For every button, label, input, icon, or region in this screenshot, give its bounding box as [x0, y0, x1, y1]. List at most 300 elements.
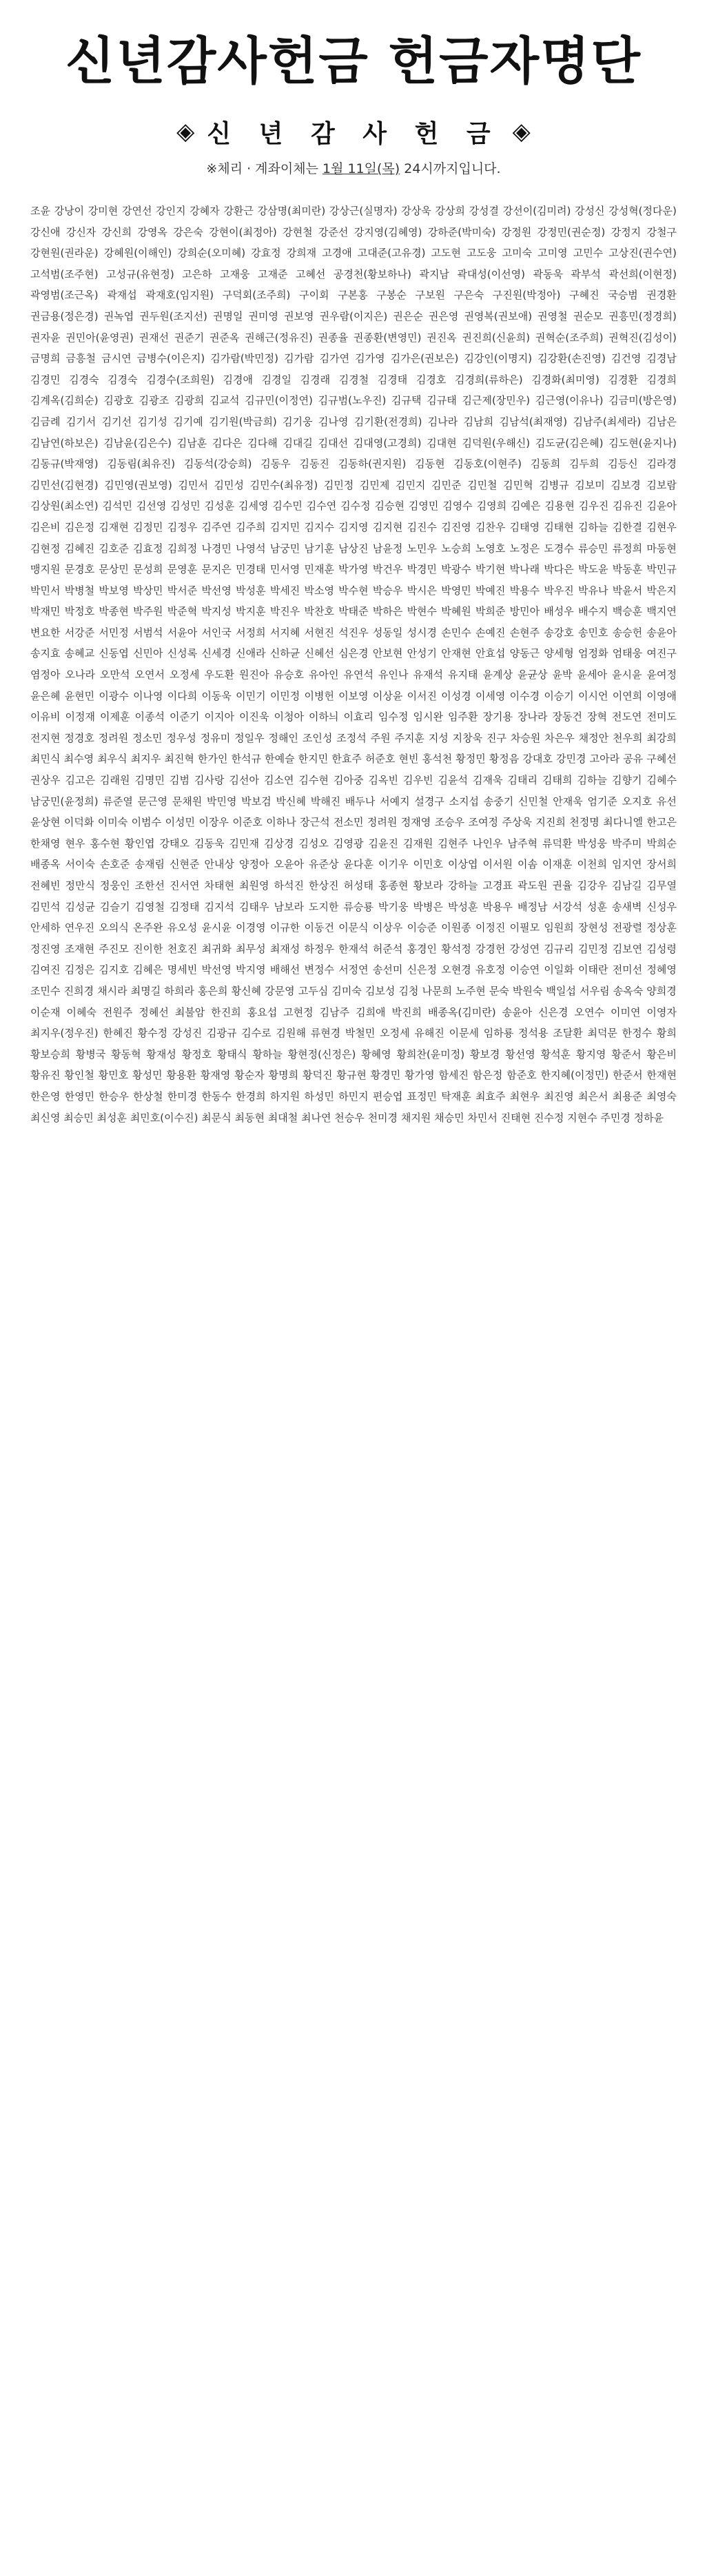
donor-name: 한가인: [197, 753, 228, 766]
donor-name: 주지훈: [394, 731, 424, 744]
donor-name: 한상진: [309, 879, 339, 892]
donor-name: 김근영(이유나): [535, 394, 604, 407]
donor-name: 정석용: [518, 1027, 549, 1040]
donor-name: 김유진: [613, 500, 643, 513]
donor-name: 한지혜(이정민): [540, 1069, 609, 1082]
donor-name: 김광희: [174, 394, 205, 407]
donor-name: 박동훈: [612, 563, 643, 576]
donor-name: 홍종현: [378, 879, 409, 892]
donor-name: 이유비: [30, 711, 61, 724]
donor-name: 이영애: [646, 689, 677, 702]
donor-name: 이규한: [269, 921, 300, 934]
donor-name: 김영광: [334, 837, 364, 850]
diamond-left-icon: ◈: [176, 118, 195, 145]
donor-name: 박진희: [391, 1005, 422, 1019]
donor-name: 박영민: [441, 584, 471, 597]
donor-name: 김영수: [442, 500, 473, 513]
donor-name: 박신혜: [276, 795, 306, 808]
donor-name: 황석정: [441, 942, 471, 955]
donor-name: 류덕환: [542, 837, 573, 850]
donor-name: 곽지남: [419, 267, 449, 280]
donor-name: 진태현: [500, 1111, 531, 1124]
donor-name: 편승엽: [372, 1090, 403, 1103]
donor-name: 박예진: [475, 584, 506, 597]
donor-name: 김등신: [608, 458, 638, 471]
donor-name: 김금례: [30, 415, 61, 428]
donor-name: 김슬기: [100, 900, 130, 913]
donor-name: 김규리: [544, 942, 574, 955]
donor-name: 권진희(신윤희): [462, 331, 531, 344]
donor-name: 구본홍: [338, 289, 368, 302]
donor-name: 남상진: [338, 542, 369, 555]
donor-name: 금시연: [101, 352, 132, 365]
donor-name: 엄기준: [587, 795, 617, 808]
donor-name: 강철구: [646, 225, 677, 238]
donor-name: 권종환(변영민): [353, 331, 422, 344]
donor-name: 곽영범(조근옥): [30, 289, 99, 302]
donor-name: 김기원(박금희): [209, 415, 277, 428]
donor-name: 유해진: [414, 1027, 444, 1040]
donor-name: 김남윤(김은수): [103, 436, 172, 449]
donor-name: 김지호: [99, 963, 129, 977]
donor-name: 권은영: [428, 309, 459, 323]
donor-name: 이원종: [441, 921, 471, 934]
donor-name: 김병규: [539, 478, 569, 491]
donor-name: 석진우: [338, 626, 369, 639]
donor-name: 채시라: [97, 984, 127, 997]
donor-name: 류승룡: [343, 900, 373, 913]
donor-name: 김경태: [377, 373, 408, 386]
donor-name: 권녹엽: [103, 309, 134, 323]
donor-name: 박나래: [509, 563, 540, 576]
donor-name: 김다은: [212, 436, 243, 449]
donor-name: 지성: [428, 731, 449, 744]
donor-name: 홍요섭: [247, 1005, 278, 1019]
donor-name: 오정세: [170, 668, 200, 682]
donor-name: 전혜빈: [30, 879, 61, 892]
donor-name: 김광호: [103, 394, 134, 407]
donor-name: 이민정: [269, 689, 300, 702]
donor-name: 장근석: [300, 816, 330, 829]
donor-name: 김옥빈: [368, 774, 398, 787]
donor-name: 안보현: [372, 647, 403, 660]
donor-name: 송승헌: [612, 626, 643, 639]
donor-name: 이일화: [544, 963, 574, 977]
donor-name: 황정민: [455, 753, 486, 766]
donor-name: 민서영: [269, 563, 300, 576]
donor-name: 황성민: [132, 1069, 163, 1082]
donor-name: 고아라: [589, 753, 620, 766]
donor-name: 이재훈: [542, 858, 573, 871]
donor-name: 최수영: [63, 753, 94, 766]
donor-name: 한혜진: [103, 1027, 133, 1040]
donor-name: 김은비: [30, 520, 61, 533]
donor-name: 박도윤: [578, 563, 608, 576]
donor-name: 송윤아: [502, 1005, 533, 1019]
donor-name: 오연수: [574, 1005, 604, 1019]
donor-name: 고도현: [431, 247, 461, 260]
donor-name: 유호정: [475, 963, 506, 977]
donor-name: 명세빈: [167, 963, 198, 977]
donor-name: 백일섭: [546, 984, 576, 997]
donor-name: 오정세: [380, 1027, 410, 1040]
donor-name: 최지우(정우진): [30, 1027, 99, 1040]
donor-name: 김금미(방은영): [608, 394, 677, 407]
donor-name: 김석민: [102, 500, 133, 513]
donor-name: 한은영: [30, 1090, 61, 1103]
donor-name: 황준서: [611, 1047, 642, 1061]
donor-name: 송중기: [483, 795, 514, 808]
donor-name: 이미연: [610, 1005, 641, 1019]
donor-name: 정우성: [166, 731, 196, 744]
section-banner: [30, 112, 677, 152]
donor-name: 서강준: [64, 626, 95, 639]
donor-name: 박종현: [99, 605, 129, 618]
donor-name: 김기성: [137, 415, 167, 428]
donor-name: 김재원: [403, 837, 433, 850]
donor-name: 안세하: [30, 921, 61, 934]
donor-name: 한경희: [236, 1090, 266, 1103]
donor-name: 최은서: [578, 1090, 608, 1103]
donor-name: 최나연: [301, 1111, 331, 1124]
donor-name: 이천희: [577, 858, 607, 871]
donor-name: 김동석(강승희): [183, 458, 252, 471]
donor-name: 양정아: [239, 858, 269, 871]
donor-name: 송민호: [578, 626, 608, 639]
donor-name: 안성기: [407, 647, 438, 660]
donor-name: 한동수: [201, 1090, 232, 1103]
donor-name: 김희정: [167, 542, 198, 555]
donor-name: 김경수(조희원): [146, 373, 214, 386]
donor-name: 황은비: [646, 1047, 677, 1061]
donor-name: 지진희: [535, 816, 566, 829]
donor-name: 최강희: [646, 731, 677, 744]
donor-name: 이다희: [167, 689, 198, 702]
donor-name: 한승우: [99, 1090, 129, 1103]
donor-name: 문경호: [64, 563, 95, 576]
donor-name: 홍은희: [197, 984, 228, 997]
donor-name: 함세진: [438, 1069, 469, 1082]
donor-name: 강희순(오미혜): [177, 247, 246, 260]
donor-name: 권영복(권보애): [464, 309, 533, 323]
donor-name: 이동건: [304, 921, 334, 934]
donor-name: 한재현: [646, 1069, 677, 1082]
donor-name: 박희준: [475, 605, 506, 618]
donor-name: 김은정: [64, 520, 95, 533]
donor-name: 강성결: [469, 205, 500, 217]
donor-name: 박건우: [372, 563, 403, 576]
donor-name: 김태희: [542, 774, 573, 787]
donor-name: 안재현: [441, 647, 471, 660]
donor-name: 윤시윤: [201, 921, 232, 934]
donor-name: 천호진: [167, 942, 198, 955]
donor-name: 권은순: [393, 309, 423, 323]
donor-name: 금병수(이은지): [136, 352, 205, 365]
donor-name: 권진옥: [427, 331, 457, 344]
donor-name: 권보영: [284, 309, 314, 323]
donor-name: 최재성: [269, 942, 300, 955]
donor-name: 김강인(이명지): [464, 352, 533, 365]
donor-name: 하성민: [304, 1090, 334, 1103]
donor-name: 허성태: [343, 879, 373, 892]
donor-name: 강현원(권라운): [30, 247, 99, 260]
donor-name: 김지수: [304, 520, 334, 533]
donor-name: 김태리: [507, 774, 537, 787]
donor-name: 차태현: [204, 879, 234, 892]
donor-name: 임주환: [448, 711, 478, 724]
donor-name: 김강우: [577, 879, 607, 892]
donor-name: 김청: [398, 984, 419, 997]
donor-name: 온주완: [133, 921, 163, 934]
donor-name: 김보미: [575, 478, 605, 491]
donor-name: 전광렬: [612, 921, 643, 934]
donor-name: 천우희: [612, 731, 643, 744]
donor-name: 남윤정: [372, 542, 403, 555]
donor-name: 황현정(신정은): [287, 1047, 356, 1061]
donor-name: 권두원(조지선): [139, 309, 207, 323]
donor-name: 구혜선: [646, 753, 677, 766]
donor-name: 김정우: [167, 520, 198, 533]
donor-name: 변정수: [304, 963, 334, 977]
donor-name: 박하은: [372, 605, 403, 618]
donor-name: 이경영: [236, 921, 266, 934]
donor-name: 강희재: [286, 247, 317, 260]
donor-name: 이상우: [372, 921, 403, 934]
donor-name: 도지한: [309, 900, 339, 913]
donor-name: 주원: [370, 731, 391, 744]
donor-name: 권흥민(정경희): [608, 309, 677, 323]
donor-name: 강신애: [30, 225, 61, 238]
donor-names-list: [30, 201, 677, 1128]
donor-name: 김대영(고경희): [353, 436, 422, 449]
donor-name: 김경남: [646, 352, 677, 365]
donor-name: 김효정: [133, 542, 163, 555]
donor-name: 이승기: [544, 689, 574, 702]
note-prefix: ※체리 · 계좌이체는: [206, 161, 322, 176]
donor-name: 곽재호(임지원): [145, 289, 214, 302]
donor-name: 이하나: [266, 816, 296, 829]
donor-name: 문상민: [99, 563, 129, 576]
donor-name: 강선이(김미려): [502, 205, 571, 217]
donor-name: 이세영: [475, 689, 506, 702]
donor-name: 고경표: [482, 879, 513, 892]
donor-name: 최다니엘: [603, 816, 644, 829]
donor-name: 박서준: [167, 584, 198, 597]
donor-name: 황가영: [404, 1069, 435, 1082]
donor-name: 황희찬(윤미정): [396, 1047, 465, 1061]
donor-name: 유연석: [343, 668, 373, 682]
donor-name: 김남희: [463, 415, 494, 428]
donor-name: 권준기: [174, 331, 205, 344]
donor-name: 황정음: [489, 753, 520, 766]
donor-name: 조정석: [336, 731, 367, 744]
donor-name: 금명희: [30, 352, 61, 365]
donor-name: 김민선(김현경): [30, 478, 99, 491]
donor-name: 배수지: [578, 605, 608, 618]
donor-name: 김보연: [612, 942, 643, 955]
donor-name: 강성혁(정다운): [608, 205, 677, 217]
donor-name: 홍수현: [90, 837, 120, 850]
donor-name: 최지우: [130, 753, 161, 766]
donor-name: 김수로: [241, 1027, 271, 1040]
donor-name: 김선영: [136, 500, 167, 513]
donor-name: 손현주: [509, 626, 540, 639]
donor-name: 정경호: [64, 731, 94, 744]
donor-name: 배두나: [345, 795, 376, 808]
donor-name: 오윤아: [274, 858, 304, 871]
donor-name: 김민정: [323, 478, 354, 491]
donor-name: 지창욱: [452, 731, 483, 744]
donor-name: 김가은(권보은): [390, 352, 459, 365]
donor-name: 송지효: [30, 647, 61, 660]
donor-name: 문성희: [133, 563, 163, 576]
donor-name: 윤시윤: [612, 668, 642, 682]
donor-name: 염정아: [30, 668, 61, 682]
donor-name: 박혜원: [441, 605, 471, 618]
donor-name: 황순자: [234, 1069, 265, 1082]
donor-name: 윤세아: [577, 668, 607, 682]
donor-name: 조윤: [30, 205, 50, 217]
donor-name: 김범: [170, 774, 189, 787]
donor-name: 서윤아: [167, 626, 198, 639]
donor-name: 고재웅: [220, 267, 250, 280]
donor-name: 고미숙: [502, 247, 533, 260]
donor-name: 신은경: [538, 1005, 568, 1019]
donor-name: 김경애: [223, 373, 253, 386]
donor-name: 김주연: [201, 520, 232, 533]
donor-name: 한채영: [30, 837, 61, 850]
donor-name: 곽부석: [571, 267, 601, 280]
donor-name: 김강환(손진영): [537, 352, 606, 365]
donor-name: 배종옥: [30, 858, 61, 871]
donor-name: 김도현(윤지나): [608, 436, 677, 449]
donor-name: 김경희(류하은): [454, 373, 523, 386]
donor-name: 박성웅: [577, 837, 607, 850]
donor-name: 김수민: [272, 500, 303, 513]
donor-name: 황수정: [137, 1027, 168, 1040]
donor-name: 노주현: [455, 984, 486, 997]
donor-name: 고상진(권수연): [608, 247, 677, 260]
donor-name: 손호준: [100, 858, 130, 871]
donor-name: 조승우: [434, 816, 465, 829]
donor-name: 최불암: [174, 1005, 205, 1019]
donor-name: 고은하: [182, 267, 212, 280]
donor-name: 박우진: [544, 584, 574, 597]
donor-name: 김고은: [65, 774, 95, 787]
donor-name: 김도균(김은혜): [535, 436, 604, 449]
donor-name: 최명길: [130, 984, 161, 997]
donor-name: 황명희: [268, 1069, 299, 1082]
donor-name: 오의식: [99, 921, 129, 934]
donor-name: 고혜선: [295, 267, 326, 280]
donor-name: 심은경: [338, 647, 369, 660]
donor-name: 현우: [65, 837, 85, 850]
donor-name: 김경숙: [107, 373, 138, 386]
donor-name: 박은지: [646, 584, 677, 597]
donor-name: 윤박: [552, 668, 573, 682]
donor-name: 최효주: [475, 1090, 506, 1103]
donor-name: 김지민: [269, 520, 300, 533]
donor-name: 백지연: [646, 605, 677, 618]
donor-name: 성동일: [372, 626, 403, 639]
donor-name: 김대길: [283, 436, 313, 449]
donor-name: 박소영: [304, 584, 334, 597]
donor-name: 차민서: [467, 1111, 498, 1124]
donor-name: 김태현: [544, 520, 574, 533]
donor-name: 전도연: [612, 711, 642, 724]
donor-name: 김향기: [612, 774, 642, 787]
donor-name: 서우림: [580, 984, 610, 997]
donor-name: 권민아(윤영권): [65, 331, 134, 344]
donor-name: 권미영: [248, 309, 279, 323]
donor-name: 송강호: [544, 626, 574, 639]
donor-name: 강혜원(이해인): [103, 247, 172, 260]
donor-name: 이보영: [338, 689, 369, 702]
donor-name: 문지은: [201, 563, 232, 576]
donor-name: 황보라: [413, 879, 443, 892]
donor-name: 한진희: [211, 1005, 241, 1019]
donor-name: 김지석: [204, 900, 234, 913]
donor-name: 송선미: [372, 963, 403, 977]
donor-name: 권경환: [646, 289, 677, 302]
donor-name: 이종석: [134, 711, 165, 724]
donor-name: 김기예: [173, 415, 203, 428]
donor-name: 한상철: [133, 1090, 163, 1103]
donor-name: 엄정화: [578, 647, 608, 660]
donor-name: 이혜숙: [66, 1005, 96, 1019]
donor-name: 장혁: [587, 711, 607, 724]
donor-name: 최대철: [267, 1111, 298, 1124]
donor-name: 남궁민: [269, 542, 300, 555]
donor-name: 한영민: [64, 1090, 95, 1103]
donor-name: 배해선: [269, 963, 300, 977]
donor-name: 남기훈: [304, 542, 334, 555]
donor-name: 이영자: [646, 1005, 677, 1019]
donor-name: 권재선: [139, 331, 170, 344]
donor-name: 강정민(권순정): [537, 225, 606, 238]
donor-name: 윤다훈: [343, 858, 373, 871]
donor-name: 황지영: [575, 1047, 606, 1061]
donor-name: 황유진: [30, 1069, 61, 1082]
donor-name: 고민수: [573, 247, 604, 260]
donor-name: 황하늘: [252, 1047, 283, 1061]
donor-name: 이성경: [441, 689, 471, 702]
donor-name: 신성록: [167, 647, 198, 660]
donor-name: 권자윤: [30, 331, 61, 344]
donor-name: 주진모: [99, 942, 129, 955]
donor-name: 김민수(최유정): [249, 478, 318, 491]
donor-name: 박상민: [133, 584, 163, 597]
donor-name: 이시언: [578, 689, 608, 702]
donor-name: 김교석: [209, 394, 240, 407]
donor-name: 김경숙: [69, 373, 99, 386]
donor-name: 허준석: [372, 942, 403, 955]
donor-name: 나문희: [422, 984, 453, 997]
donor-name: 김건영: [611, 352, 642, 365]
donor-name: 문근영: [137, 795, 168, 808]
donor-name: 김성민: [170, 500, 201, 513]
donor-name: 이승연: [509, 963, 540, 977]
donor-name: 노승희: [441, 542, 471, 555]
donor-name: 한정수: [622, 1027, 653, 1040]
donor-name: 김남주: [319, 1005, 350, 1019]
donor-name: 이준호: [232, 816, 263, 829]
donor-name: 서인국: [201, 626, 232, 639]
donor-name: 노민우: [407, 542, 438, 555]
donor-name: 김민석: [30, 900, 61, 913]
donor-name: 함은정: [472, 1069, 503, 1082]
donor-name: 강하늘: [448, 879, 478, 892]
